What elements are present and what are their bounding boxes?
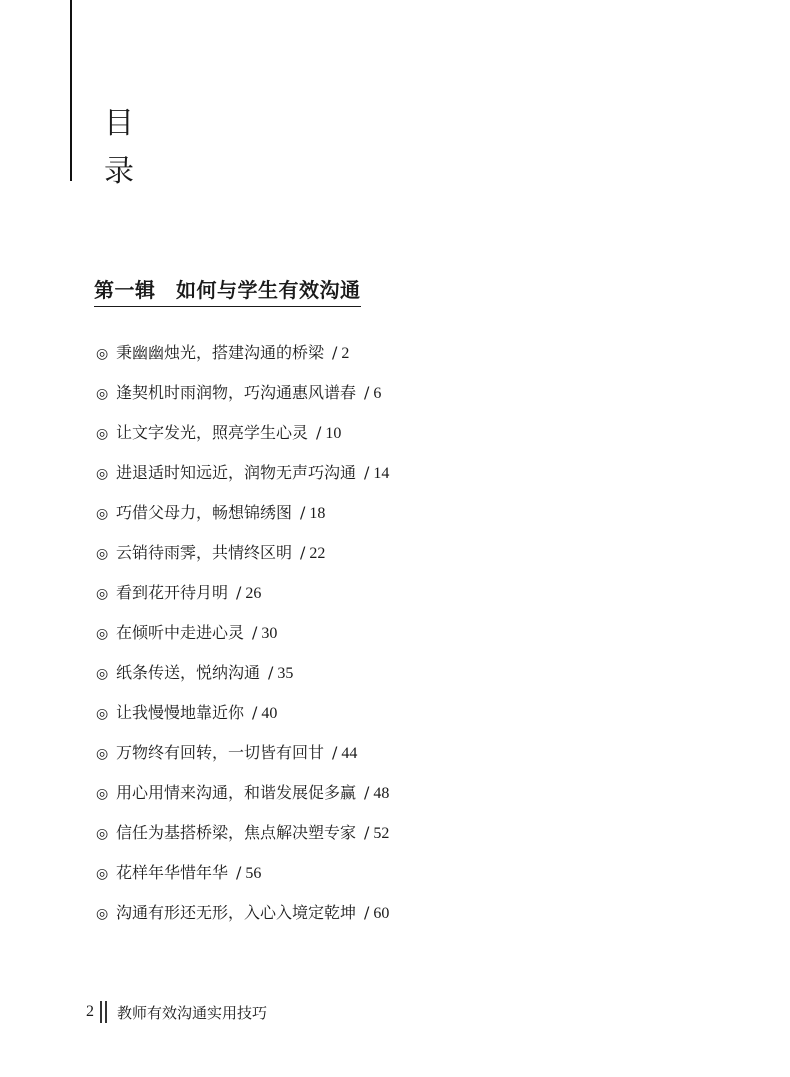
page-separator: / [364, 903, 370, 922]
toc-entry-page: 14 [373, 465, 390, 482]
toc-entry-title: 云销待雨霁，共情终区明 [116, 543, 293, 562]
toc-entry-title: 让文字发光，照亮学生心灵 [116, 423, 309, 442]
toc-entry-title: 在倾听中走进心灵 [116, 623, 245, 642]
bullet-icon: ◎ [96, 626, 109, 642]
bullet-icon: ◎ [96, 546, 109, 562]
toc-entry-title: 逢契机时雨润物，巧沟通惠风谱春 [116, 383, 357, 402]
bullet-icon: ◎ [96, 746, 109, 762]
toc-entry-title: 用心用情来沟通，和谐发展促多赢 [116, 783, 357, 802]
page-separator: / [252, 703, 258, 722]
toc-entry[interactable] [96, 661, 696, 701]
toc-entry[interactable] [96, 901, 696, 941]
toc-entry[interactable] [96, 581, 696, 621]
toc-entry-title: 让我慢慢地靠近你 [116, 703, 245, 722]
bullet-icon: ◎ [96, 826, 109, 842]
bullet-icon: ◎ [96, 666, 109, 682]
toc-entry-title: 看到花开待月明 [116, 583, 229, 602]
bullet-icon: ◎ [96, 466, 109, 482]
page-separator: / [364, 383, 370, 402]
page-separator: / [332, 343, 338, 362]
page-separator: / [268, 663, 274, 682]
toc-entry-title: 进退适时知远近，润物无声巧沟通 [116, 463, 357, 482]
page-separator: / [364, 463, 370, 482]
toc-entry-page: 2 [341, 345, 350, 362]
bullet-icon: ◎ [96, 426, 109, 442]
toc-entry-page: 30 [261, 625, 278, 642]
toc-entry-title: 巧借父母力，畅想锦绣图 [116, 503, 293, 522]
page-separator: / [316, 423, 322, 442]
page-separator: / [364, 783, 370, 802]
toc-entry-title: 沟通有形还无形，入心入境定乾坤 [116, 903, 357, 922]
toc-entry[interactable] [96, 781, 696, 821]
page-title [104, 100, 134, 196]
toc-entry[interactable] [96, 341, 696, 381]
page-title-char-1: 目 [104, 106, 134, 141]
page-separator: / [252, 623, 258, 642]
page-separator: / [332, 743, 338, 762]
toc-entry-page: 60 [373, 905, 390, 922]
toc-entry-page: 56 [245, 865, 262, 882]
toc-entry-page: 22 [309, 545, 326, 562]
toc-entry-title: 花样年华惜年华 [116, 863, 229, 882]
page-separator: / [364, 823, 370, 842]
bullet-icon: ◎ [96, 906, 109, 922]
toc-entry-page: 48 [373, 785, 390, 802]
bullet-icon: ◎ [96, 506, 109, 522]
toc-entry[interactable] [96, 421, 696, 461]
toc-entry[interactable] [96, 621, 696, 661]
page-separator: / [300, 503, 306, 522]
toc-entry[interactable] [96, 381, 696, 421]
bullet-icon: ◎ [96, 386, 109, 402]
page-separator: / [300, 543, 306, 562]
bullet-icon: ◎ [96, 346, 109, 362]
bullet-icon: ◎ [96, 706, 109, 722]
footer-double-bar [100, 1001, 107, 1023]
toc-entry-title: 秉幽幽烛光，搭建沟通的桥梁 [116, 343, 325, 362]
toc-entry-title: 信任为基搭桥梁，焦点解决塑专家 [116, 823, 357, 842]
toc-list [96, 341, 696, 941]
footer-book-title: 教师有效沟通实用技巧 [117, 1003, 268, 1022]
footer-page-number: 2 [86, 1003, 94, 1020]
toc-entry[interactable] [96, 501, 696, 541]
page-separator: / [236, 583, 242, 602]
page-title-char-2: 录 [104, 154, 134, 189]
toc-entry-title: 纸条传送，悦纳沟通 [116, 663, 261, 682]
toc-entry-page: 44 [341, 745, 358, 762]
page-separator: / [236, 863, 242, 882]
toc-entry-page: 52 [373, 825, 390, 842]
toc-entry[interactable] [96, 541, 696, 581]
bullet-icon: ◎ [96, 866, 109, 882]
toc-entry-page: 6 [373, 385, 382, 402]
toc-entry-page: 35 [277, 665, 294, 682]
top-vertical-rule [70, 0, 72, 181]
toc-entry-page: 26 [245, 585, 262, 602]
section-heading: 第一辑 如何与学生有效沟通 [94, 274, 361, 307]
toc-entry[interactable] [96, 701, 696, 741]
toc-entry-title: 万物终有回转，一切皆有回甘 [116, 743, 325, 762]
bullet-icon: ◎ [96, 786, 109, 802]
toc-entry[interactable] [96, 741, 696, 781]
toc-entry[interactable] [96, 821, 696, 861]
toc-entry-page: 10 [325, 425, 342, 442]
toc-entry-page: 40 [261, 705, 278, 722]
page-footer [86, 1000, 267, 1024]
toc-entry[interactable] [96, 861, 696, 901]
bullet-icon: ◎ [96, 586, 109, 602]
toc-entry-page: 18 [309, 505, 326, 522]
toc-entry[interactable] [96, 461, 696, 501]
